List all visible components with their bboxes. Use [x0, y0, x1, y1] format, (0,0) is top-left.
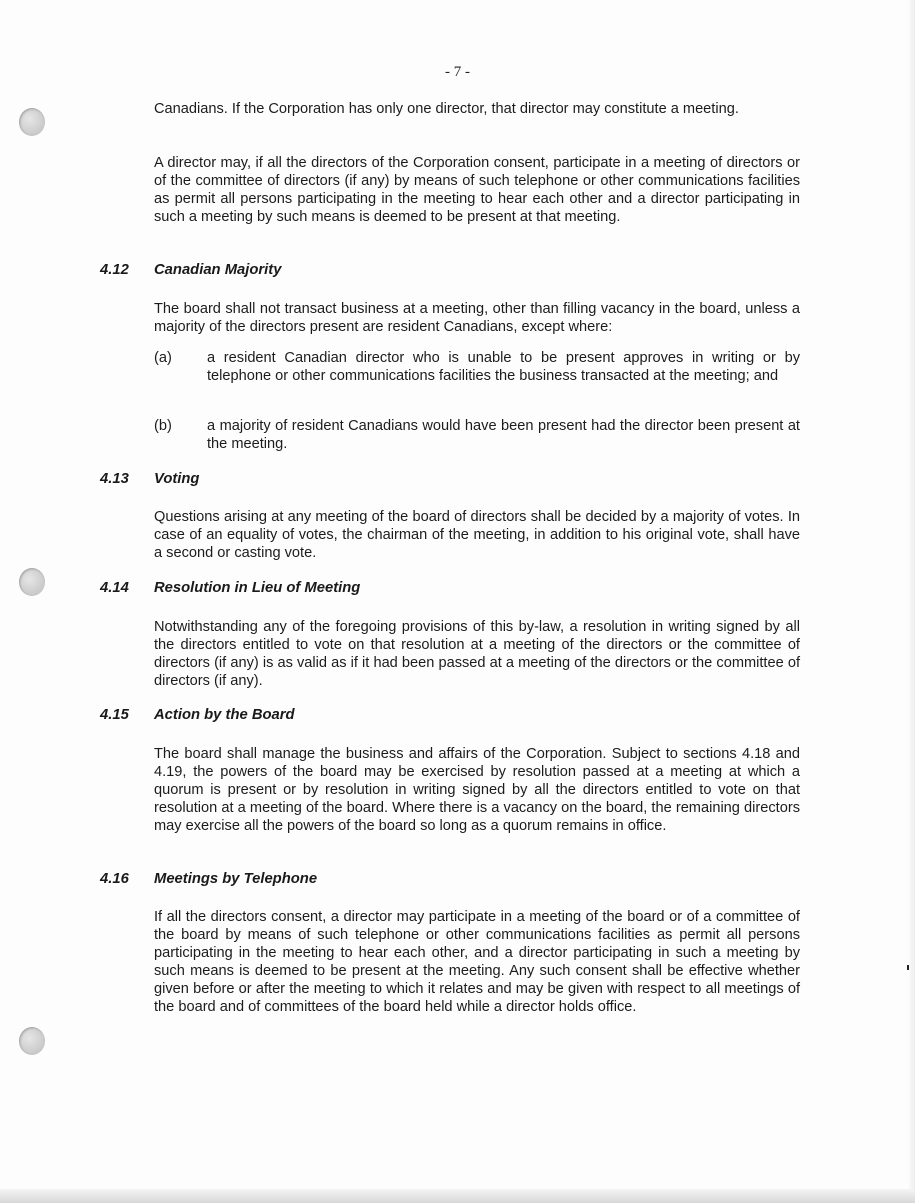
scan-edge-right	[909, 0, 915, 1203]
section-number: 4.14	[100, 580, 129, 596]
section-body-4-14: Notwithstanding any of the foregoing provisions of this by-law, a resolution in writing signed by all the directors entitled to vote on that resolution at a meeting of the directors or the committee of directors (if any) is as valid as if it had been passed at a meeting of the directors or the committee of directors (if any).	[154, 619, 800, 689]
section-heading-4-15	[100, 707, 295, 723]
section-heading-4-14	[100, 580, 360, 596]
paragraph-continuation: Canadians. If the Corporation has only one director, that director may constitute a meeting.	[154, 101, 739, 117]
punch-hole-middle	[19, 568, 45, 596]
section-body-4-15: The board shall manage the business and affairs of the Corporation. Subject to sections 4.18 and 4.19, the powers of the board may be exercised by resolution passed at a meeting at which a quorum is present or by resolution in writing signed by all the directors entitled to vote on that resolution at a meeting of the board. Where there is a vacancy on the board, the remaining directors may exercise all the powers of the board so long as a quorum remains in office.	[154, 746, 800, 834]
section-title: Resolution in Lieu of Meeting	[154, 580, 361, 596]
list-item-a	[154, 349, 800, 385]
scan-edge-bottom	[0, 1189, 915, 1203]
section-title: Canadian Majority	[154, 262, 282, 278]
section-body-4-13: Questions arising at any meeting of the board of directors shall be decided by a majority of votes. In case of an equality of votes, the chairman of the meeting, in addition to his original vote, shall have a second or casting vote.	[154, 509, 800, 561]
punch-hole-top	[19, 108, 45, 136]
section-title: Meetings by Telephone	[154, 871, 318, 887]
list-item-b	[154, 417, 800, 453]
section-heading-4-16	[100, 871, 317, 887]
section-number: 4.15	[100, 707, 129, 723]
section-title: Voting	[154, 471, 200, 487]
section-heading-4-13	[100, 471, 199, 487]
page-number: - 7 -	[445, 64, 470, 80]
section-number: 4.16	[100, 871, 129, 887]
section-title: Action by the Board	[154, 707, 295, 723]
paragraph-telephone-participation: A director may, if all the directors of the Corporation consent, participate in a meeting of directors or of the committee of directors (if any) by means of such telephone or other communications facilities as permit all persons participating in the meeting to hear each other and a director participating in such a meeting by such means is deemed to be present at that meeting.	[154, 155, 800, 225]
punch-hole-bottom	[19, 1027, 45, 1055]
list-marker: (a)	[154, 350, 172, 366]
section-body-4-12: The board shall not transact business at a meeting, other than filling vacancy in the board, unless a majority of the directors present are resident Canadians, except where:	[154, 301, 800, 335]
list-item-text: a resident Canadian director who is unable to be present approves in writing or by telephone or other communications facilities the business transacted at the meeting; and	[207, 350, 800, 384]
list-marker: (b)	[154, 418, 172, 434]
section-heading-4-12	[100, 262, 281, 278]
section-number: 4.12	[100, 262, 129, 278]
section-number: 4.13	[100, 471, 129, 487]
list-item-text: a majority of resident Canadians would have been present had the director been present at the meeting.	[207, 418, 800, 452]
section-body-4-16: If all the directors consent, a director may participate in a meeting of the board or of a committee of the board by means of such telephone or other communications facilities as permit all persons participating in the meeting to hear each other, and a director participating in such a meeting by such means is deemed to be present at the meeting. Any such consent shall be effective whether given before or after the meeting to which it relates and may be given with respect to all meetings of the board and of committees of the board held while a director holds office.	[154, 909, 800, 1015]
